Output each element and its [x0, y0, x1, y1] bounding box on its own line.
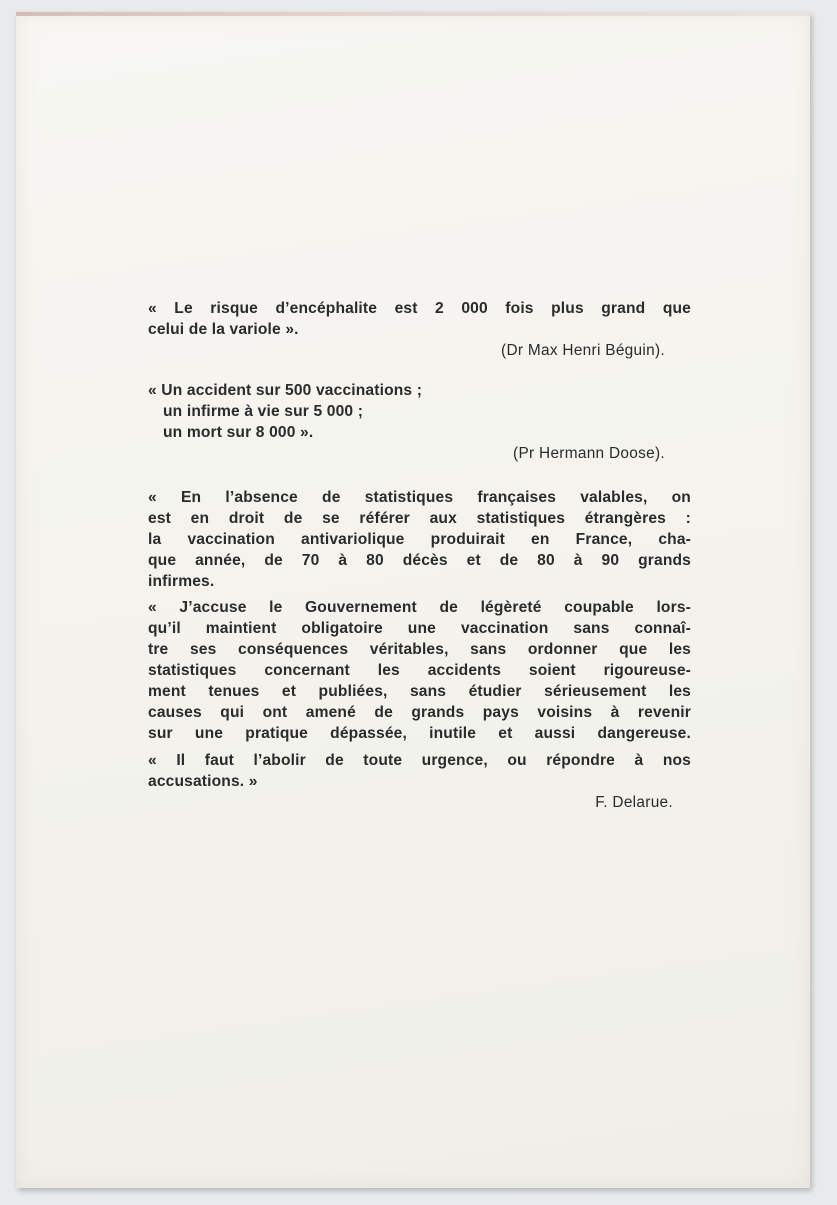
paragraph-line: tre ses conséquences véritables, sans ordonner que les — [148, 641, 691, 658]
paragraph-line: « En l’absence de statistiques françaises valables, on — [148, 489, 691, 506]
paragraph-line: « J’accuse le Gouvernement de légèreté coupable lors- — [148, 599, 691, 616]
paragraph-line: ment tenues et publiées, sans étudier sérieusement les — [148, 683, 691, 700]
paragraph-line: accusations. » — [148, 773, 258, 790]
quote-delarue-paragraph-1 — [148, 487, 691, 592]
paragraph-line: « Il faut l’abolir de toute urgence, ou répondre à nos — [148, 752, 691, 769]
paragraph-line: que année, de 70 à 80 décès et de 80 à 90 grands — [148, 552, 691, 569]
quote-delarue-paragraph-3 — [148, 750, 691, 813]
quote-attribution: (Pr Hermann Doose). — [513, 445, 665, 462]
paragraph-line: qu’il maintient obligatoire une vaccination sans connaî- — [148, 620, 691, 637]
quote-delarue-paragraph-2 — [148, 597, 691, 744]
paragraph-line: est en droit de se référer aux statistiques étrangères : — [148, 510, 691, 527]
quote-line: « Un accident sur 500 vaccinations ; — [148, 382, 423, 399]
quote-line: un mort sur 8 000 ». — [163, 424, 314, 441]
paragraph-line: infirmes. — [148, 573, 215, 590]
quote-line: « Le risque d’encéphalite est 2 000 fois plus grand que — [148, 300, 691, 317]
paragraph-line: causes qui ont amené de grands pays voisins à revenir — [148, 704, 691, 721]
quote-attribution: (Dr Max Henri Béguin). — [501, 342, 665, 359]
paragraph-line: statistiques concernant les accidents soient rigoureuse- — [148, 662, 691, 679]
cover-top-edge — [16, 12, 810, 16]
quote-line: un infirme à vie sur 5 000 ; — [163, 403, 364, 420]
quote-line: celui de la variole ». — [148, 321, 299, 338]
signature: F. Delarue. — [595, 794, 673, 811]
paragraph-line: la vaccination antivariolique produirait en France, cha- — [148, 531, 691, 548]
quote-doose — [148, 380, 691, 464]
quote-beguin — [148, 298, 691, 361]
paragraph-line: sur une pratique dépassée, inutile et aussi dangereuse. — [148, 725, 691, 742]
